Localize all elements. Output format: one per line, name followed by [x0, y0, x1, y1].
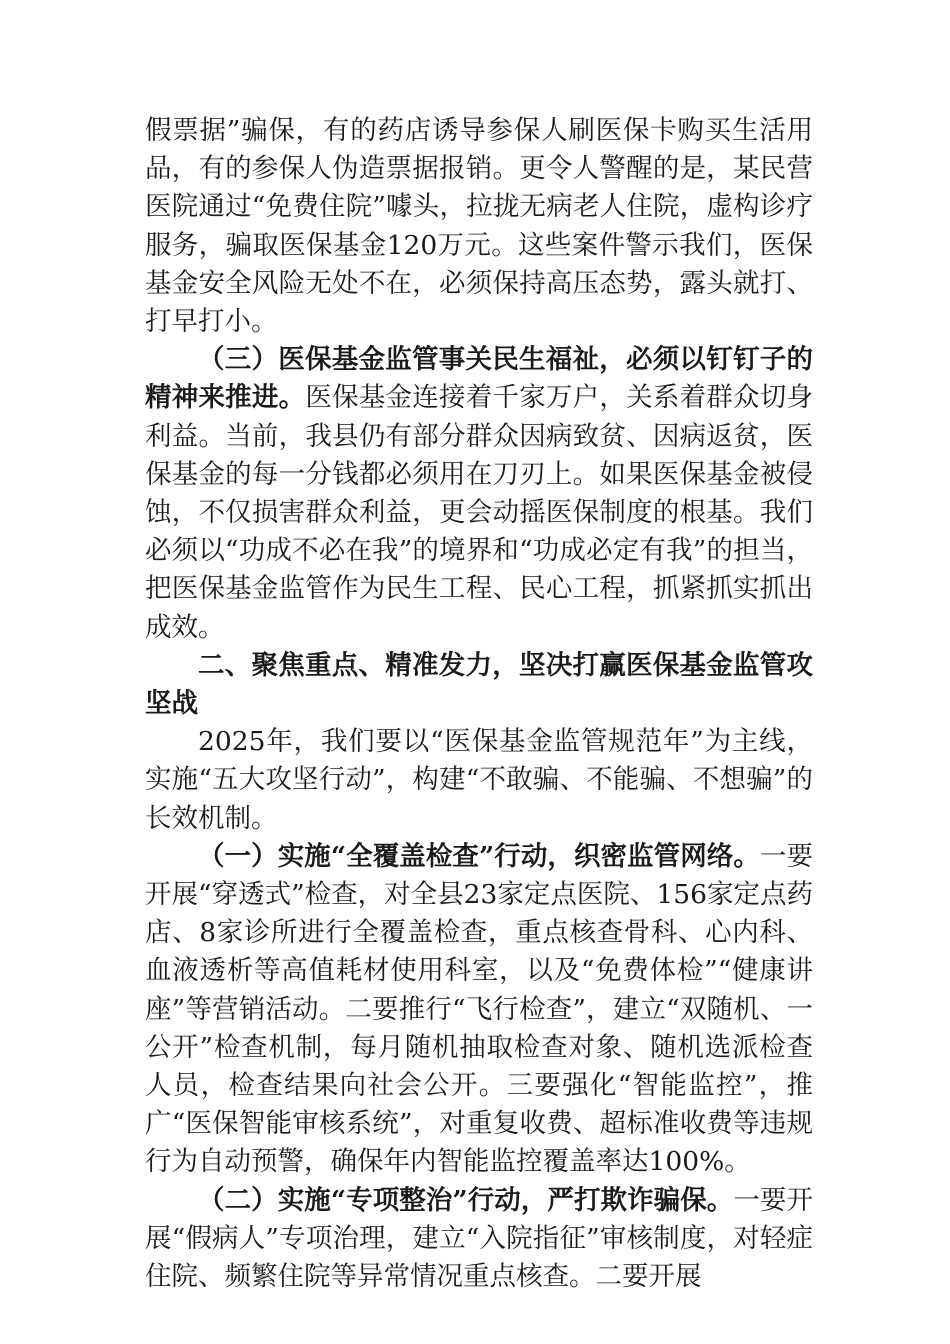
paragraph-special-rectification — [145, 1182, 813, 1297]
subheading-one: （一）实施“全覆盖检查”行动，织密监管网络。 — [198, 840, 760, 872]
subheading-two: （二）实施“专项整治”行动，严打欺诈骗保。 — [198, 1184, 734, 1216]
paragraph-fraud-cases: 假票据”骗保，有的药店诱导参保人刷医保卡购买生活用品，有的参保人伪造票据报销。更令人警醒的是，某民营医院通过“免费住院”噱头，拉拢无病老人住院，虚构诊疗服务，骗取医保基金120万元。这些案件警示我们，医保基金安全风险无处不在，必须保持高压态势，露头就打、打早打小。 — [145, 115, 813, 338]
paragraph-livelihood — [145, 341, 813, 647]
paragraph-full-coverage-check-body: 一要开展“穿透式”检查，对全县23家定点医院、156家定点药店、8家诊所进行全覆盖检查，重点核查骨科、心内科、血液透析等高值耗材使用科室，以及“免费体检”“健康讲座”等营销活动。二要推行“飞行检查”，建立“双随机、一公开”检查机制，每月随机抽取检查对象、随机选派检查人员，检查结果向社会公开。三要强化“智能监控”，推广“医保智能审核系统”，对重复收费、超标准收费等违规行为自动预警，确保年内智能监控覆盖率达100%。 — [145, 840, 813, 1178]
document-page — [145, 112, 813, 1296]
subheading-three: （三）医保基金监管事关民生福祉，必须以钉钉子的精神来推进。 — [145, 344, 813, 414]
paragraph-full-coverage-check — [145, 838, 813, 1182]
paragraph-livelihood-body: 医保基金连接着千家万户，关系着群众切身利益。当前，我县仍有部分群众因病致贫、因病返贫，医保基金的每一分钱都必须用在刀刃上。如果医保基金被侵蚀，不仅损害群众利益，更会动摇医保制度的根基。我们必须以“功成不必在我”的境界和“功成必定有我”的担当，把医保基金监管作为民生工程、民心工程，抓紧抓实抓出成效。 — [145, 382, 813, 643]
paragraph-2025-plan: 2025年，我们要以“医保基金监管规范年”为主线，实施“五大攻坚行动”，构建“不敢骗、不能骗、不想骗”的长效机制。 — [145, 726, 813, 834]
section-heading-two: 二、聚焦重点、精准发力，坚决打赢医保基金监管攻坚战 — [145, 649, 813, 720]
paragraph-special-rectification-body: 一要开展“假病人”专项治理，建立“入院指征”审核制度，对轻症住院、频繁住院等异常情况重点核查。二要开展 — [145, 1184, 813, 1293]
